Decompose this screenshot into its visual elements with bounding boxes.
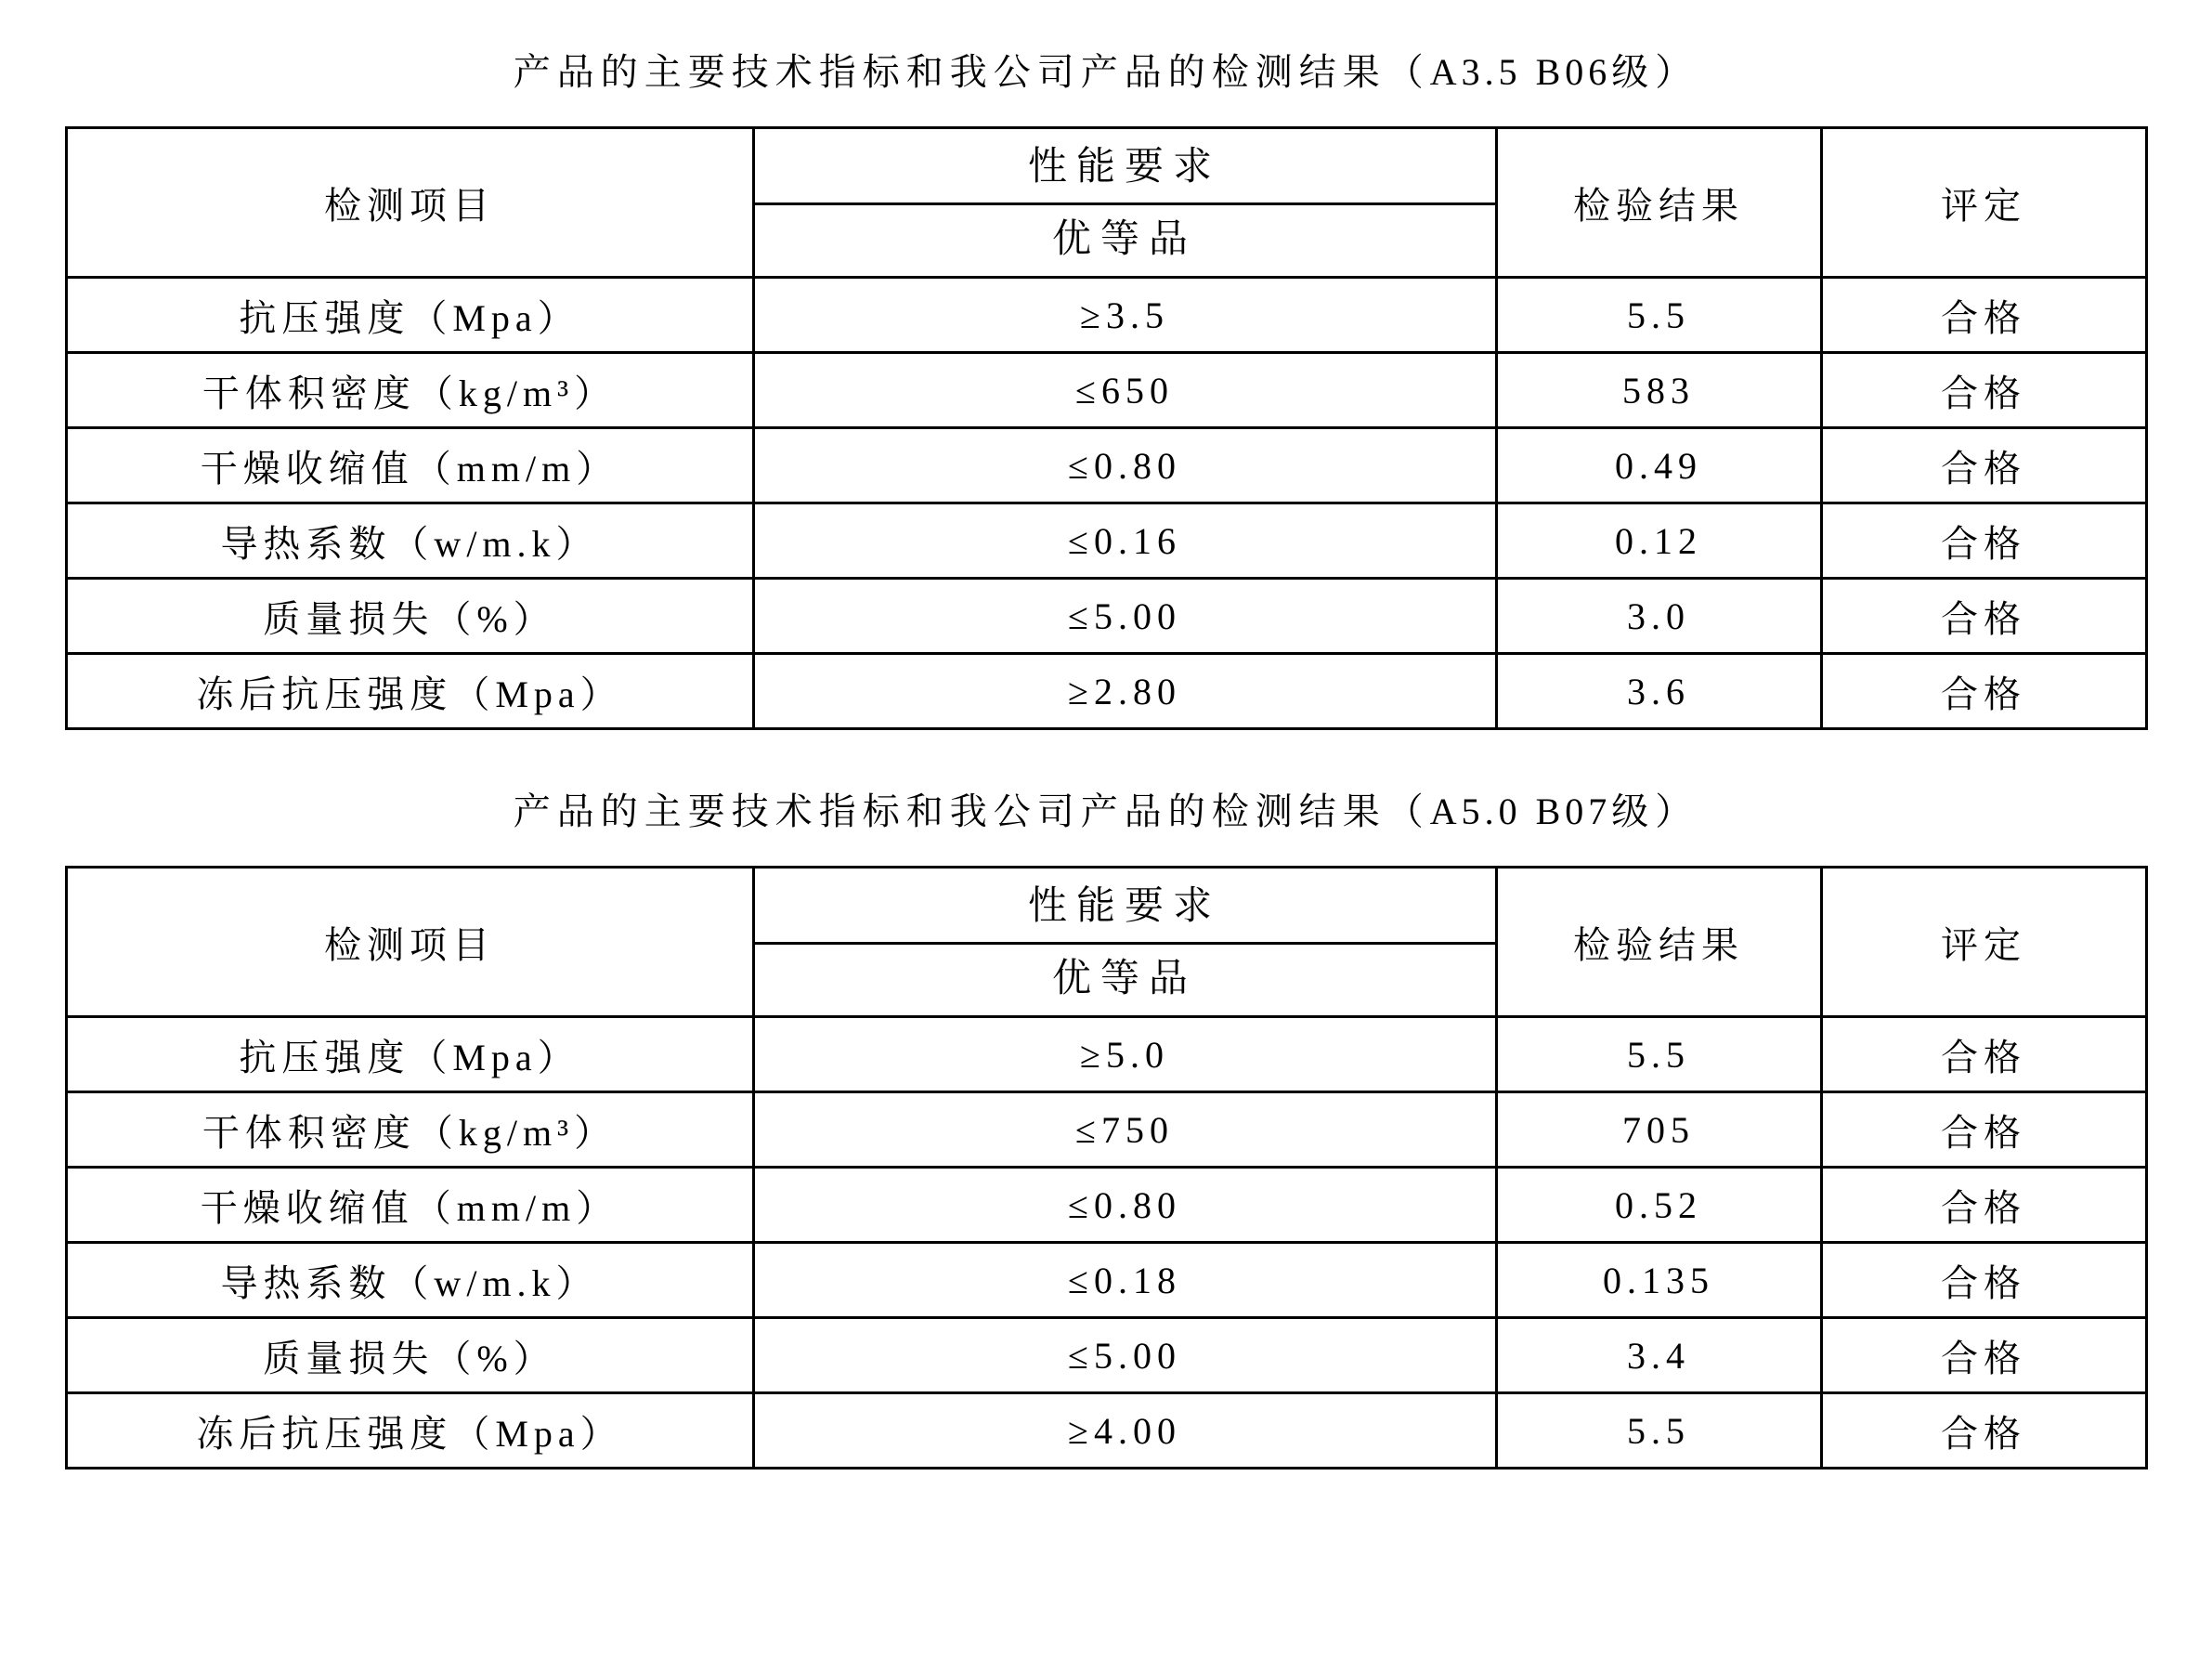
cell-result: 0.49	[1496, 428, 1821, 503]
spec-table-block-2	[0, 730, 2212, 1470]
header-requirement-2	[753, 868, 1496, 1017]
cell-evaluation: 合格	[1821, 1318, 2146, 1393]
cell-item: 质量损失（%）	[66, 579, 753, 654]
cell-evaluation: 合格	[1821, 1017, 2146, 1092]
cell-result: 3.6	[1496, 654, 1821, 729]
cell-requirement: ≥2.80	[753, 654, 1496, 729]
table-row	[66, 1168, 2146, 1243]
cell-evaluation: 合格	[1821, 1168, 2146, 1243]
cell-requirement: ≤0.80	[753, 1168, 1496, 1243]
table-row	[66, 503, 2146, 579]
header-evaluation-1: 评定	[1821, 128, 2146, 278]
cell-requirement: ≤5.00	[753, 579, 1496, 654]
table-row	[66, 1017, 2146, 1092]
caption-text-1: 产品的主要技术指标和我公司产品的检测结果（	[513, 51, 1430, 93]
caption-grade-1: A3.5 B06	[1429, 51, 1612, 93]
header-requirement-1	[753, 128, 1496, 278]
table-caption-1	[0, 48, 2212, 97]
cell-evaluation: 合格	[1821, 353, 2146, 428]
table-row	[66, 353, 2146, 428]
cell-evaluation: 合格	[1821, 654, 2146, 729]
cell-item: 干体积密度（kg/m³）	[66, 1092, 753, 1168]
cell-result: 5.5	[1496, 1393, 1821, 1469]
cell-evaluation: 合格	[1821, 1243, 2146, 1318]
cell-requirement: ≤5.00	[753, 1318, 1496, 1393]
cell-item: 抗压强度（Mpa）	[66, 1017, 753, 1092]
table-row	[66, 1092, 2146, 1168]
cell-result: 705	[1496, 1092, 1821, 1168]
cell-item: 导热系数（w/m.k）	[66, 503, 753, 579]
cell-item: 质量损失（%）	[66, 1318, 753, 1393]
cell-item: 冻后抗压强度（Mpa）	[66, 654, 753, 729]
cell-item: 冻后抗压强度（Mpa）	[66, 1393, 753, 1469]
header-item-1: 检测项目	[66, 128, 753, 278]
table-row	[66, 428, 2146, 503]
cell-item: 干体积密度（kg/m³）	[66, 353, 753, 428]
header-result-2: 检验结果	[1496, 868, 1821, 1017]
spec-table-block-1	[0, 0, 2212, 730]
cell-evaluation: 合格	[1821, 1393, 2146, 1469]
cell-item: 导热系数（w/m.k）	[66, 1243, 753, 1318]
spec-table-1	[65, 126, 2148, 730]
cell-result: 0.52	[1496, 1168, 1821, 1243]
caption-tail-1: 级）	[1611, 51, 1699, 93]
cell-result: 583	[1496, 353, 1821, 428]
header-result-1: 检验结果	[1496, 128, 1821, 278]
header-item-2: 检测项目	[66, 868, 753, 1017]
cell-result: 3.4	[1496, 1318, 1821, 1393]
cell-requirement: ≤650	[753, 353, 1496, 428]
cell-evaluation: 合格	[1821, 503, 2146, 579]
cell-result: 0.135	[1496, 1243, 1821, 1318]
table-row	[66, 579, 2146, 654]
cell-requirement: ≤0.18	[753, 1243, 1496, 1318]
header-requirement-title-2: 性能要求	[755, 871, 1495, 945]
cell-evaluation: 合格	[1821, 428, 2146, 503]
header-requirement-title-1: 性能要求	[755, 132, 1495, 205]
cell-item: 抗压强度（Mpa）	[66, 278, 753, 353]
spec-table-2	[65, 866, 2148, 1470]
cell-requirement: ≥3.5	[753, 278, 1496, 353]
cell-result: 0.12	[1496, 503, 1821, 579]
caption-grade-2: A5.0 B07	[1429, 790, 1612, 832]
cell-requirement: ≤750	[753, 1092, 1496, 1168]
table-row	[66, 278, 2146, 353]
cell-requirement: ≥5.0	[753, 1017, 1496, 1092]
header-requirement-sub-2: 优等品	[1051, 957, 1197, 1000]
cell-item: 干燥收缩值（mm/m）	[66, 428, 753, 503]
cell-evaluation: 合格	[1821, 1092, 2146, 1168]
cell-item: 干燥收缩值（mm/m）	[66, 1168, 753, 1243]
table-row	[66, 1243, 2146, 1318]
cell-result: 5.5	[1496, 1017, 1821, 1092]
cell-result: 3.0	[1496, 579, 1821, 654]
cell-evaluation: 合格	[1821, 579, 2146, 654]
header-requirement-sub-1: 优等品	[1051, 217, 1197, 261]
table-row	[66, 1318, 2146, 1393]
cell-evaluation: 合格	[1821, 278, 2146, 353]
cell-result: 5.5	[1496, 278, 1821, 353]
caption-text-2: 产品的主要技术指标和我公司产品的检测结果（	[513, 790, 1430, 832]
table-caption-2	[0, 788, 2212, 836]
table-row	[66, 654, 2146, 729]
cell-requirement: ≥4.00	[753, 1393, 1496, 1469]
cell-requirement: ≤0.16	[753, 503, 1496, 579]
caption-tail-2: 级）	[1611, 790, 1699, 832]
header-evaluation-2: 评定	[1821, 868, 2146, 1017]
cell-requirement: ≤0.80	[753, 428, 1496, 503]
table-row	[66, 1393, 2146, 1469]
